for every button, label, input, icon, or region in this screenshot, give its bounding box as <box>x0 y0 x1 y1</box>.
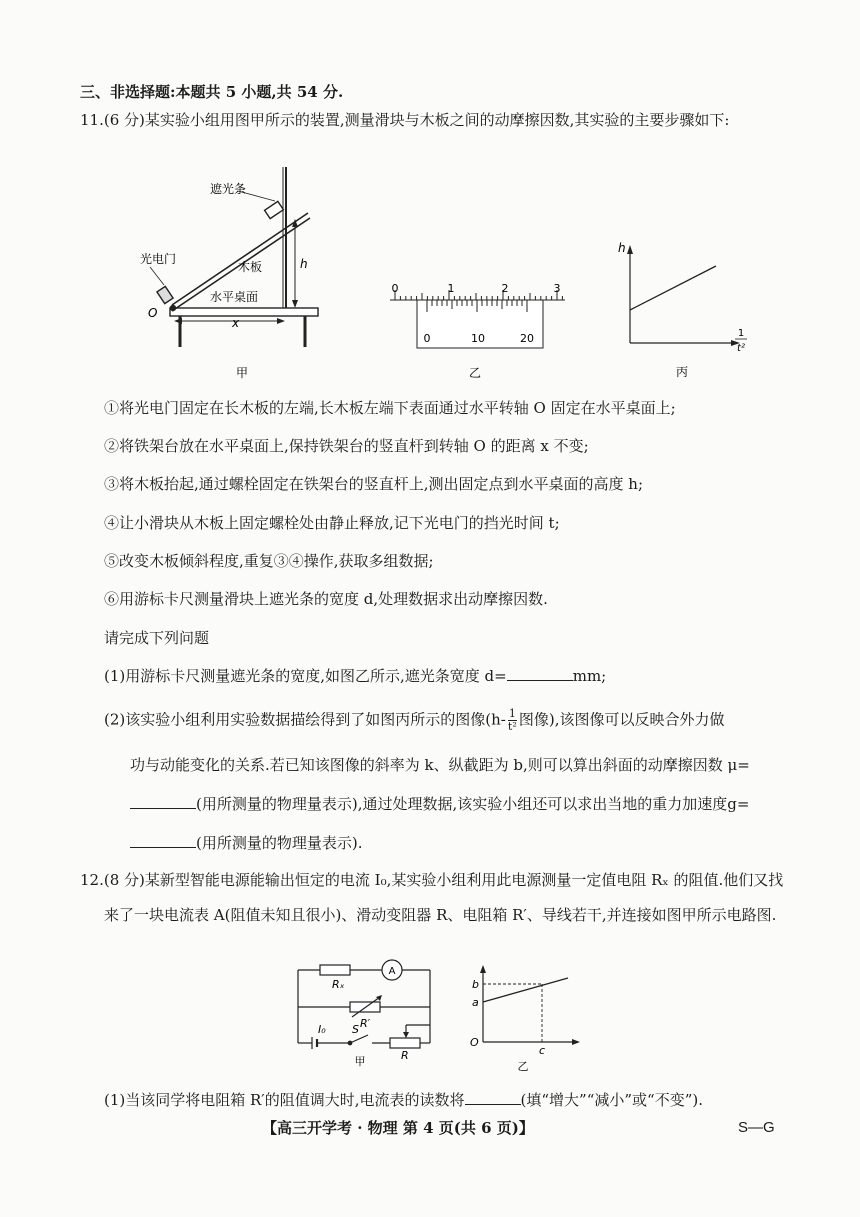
answer-blank-mu[interactable] <box>130 794 196 809</box>
caption-jia: 甲 <box>236 366 249 380</box>
label-table: 水平桌面 <box>210 290 259 304</box>
caption-bing: 丙 <box>675 365 689 379</box>
vernier-scale-0: 0 <box>423 332 431 345</box>
main-scale-2: 2 <box>501 282 509 295</box>
caption-yi: 乙 <box>468 366 482 380</box>
q12-sub1-text: (1)当该同学将电阻箱 R′的阻值调大时,电流表的读数将 <box>104 1091 465 1109</box>
label-b: b <box>472 978 479 991</box>
main-scale-3: 3 <box>553 282 561 295</box>
q12-line1-text: (8 分)某新型智能电源能输出恒定的电流 I₀,某实验小组利用此电源测量一定值电阻 Rₓ 的阻值.他们又找 <box>103 871 784 889</box>
q11-sub2-line4-text: (用所测量的物理量表示). <box>196 834 363 852</box>
label-photogate: 光电门 <box>140 252 177 266</box>
q11-sub1-unit: mm; <box>572 667 607 685</box>
q11-step-2: ②将铁架台放在水平桌面上,保持铁架台的竖直杆到转轴 O 的距离 x 不变; <box>104 437 589 455</box>
q11-number: 11. <box>80 111 104 129</box>
q11-sub2-line4 <box>130 833 362 853</box>
label-h: h <box>300 257 308 271</box>
q11-step-3: ③将木板抬起,通过螺栓固定在铁架台的竖直杆上,测出固定点到水平桌面的高度 h; <box>104 475 644 493</box>
q12-sub1 <box>104 1090 703 1110</box>
q12-sub1-options: (填“增大”“减小”或“不变”). <box>520 1091 703 1109</box>
q11-intro <box>80 110 729 130</box>
page-footer <box>0 1118 860 1142</box>
label-R: R <box>401 1049 409 1062</box>
answer-blank-ammeter[interactable] <box>465 1090 521 1105</box>
q11-sub2-line2: 功与动能变化的关系.若已知该图像的斜率为 k、纵截距为 b,则可以算出斜面的动摩擦因数 μ= <box>130 756 750 774</box>
caption-q12-graph: 乙 <box>517 1060 529 1073</box>
label-ammeter: A <box>388 966 396 977</box>
vernier-scale-20: 20 <box>520 332 534 345</box>
q11-step-4: ④让小滑块从木板上固定螺栓处由静止释放,记下光电门的挡光时间 t; <box>104 514 560 532</box>
q11-prompt: 请完成下列问题 <box>104 629 210 647</box>
graph-y-label: h <box>618 241 626 255</box>
section-title: 三、非选择题:本题共 5 小题,共 54 分. <box>80 83 344 101</box>
label-Rx: Rₓ <box>332 978 345 991</box>
label-board: 木板 <box>238 260 263 274</box>
q11-step-1: ①将光电门固定在长木板的左端,长木板左端下表面通过水平转轴 O 固定在水平桌面上; <box>104 399 676 417</box>
caption-circuit: 甲 <box>354 1055 366 1067</box>
graph-x-label-den: t² <box>737 343 745 354</box>
label-S: S <box>352 1023 359 1036</box>
q11-step-6: ⑥用游标卡尺测量滑块上遮光条的宽度 d,处理数据求出动摩擦因数. <box>104 590 548 608</box>
table-top <box>170 308 318 316</box>
figure-circuit <box>290 955 440 1067</box>
q11-sub2-text-b: 图像),该图像可以反映合外力做 <box>518 710 725 729</box>
main-scale-0: 0 <box>391 282 399 295</box>
fraction-den: t² <box>507 720 517 733</box>
q11-sub2-line3 <box>130 794 749 814</box>
label-x: x <box>232 316 240 330</box>
label-c: c <box>539 1044 546 1057</box>
q11-sub1 <box>104 666 606 686</box>
answer-blank-d[interactable] <box>507 666 573 681</box>
label-R-prime: R′ <box>360 1017 371 1030</box>
q12-number: 12. <box>80 871 104 889</box>
label-origin: O <box>470 1036 479 1049</box>
main-scale-1: 1 <box>447 282 455 295</box>
footer-text: 【高三开学考 · 物理 第 4 页(共 6 页)】 <box>262 1119 534 1137</box>
q12-line1 <box>80 870 783 890</box>
q11-sub2-line3-text: (用所测量的物理量表示),通过处理数据,该实验小组还可以求出当地的重力加速度g= <box>196 795 750 813</box>
answer-blank-g[interactable] <box>130 833 196 848</box>
label-O: O <box>148 306 158 320</box>
q11-intro-text: (6 分)某实验小组用图甲所示的装置,测量滑块与木板之间的动摩擦因数,其实验的主要步骤如下: <box>103 111 730 129</box>
footer-code: S—G <box>738 1119 775 1136</box>
q11-sub1-text: (1)用游标卡尺测量遮光条的宽度,如图乙所示,遮光条宽度 d= <box>104 667 507 685</box>
figure-bing-graph <box>612 238 762 380</box>
figure-yi-vernier <box>385 280 570 380</box>
figure-q12-graph <box>463 962 583 1074</box>
fraction-num: 1 <box>508 707 516 720</box>
fraction-1-over-t2 <box>508 708 517 733</box>
label-a: a <box>472 996 479 1009</box>
vernier-scale-10: 10 <box>471 332 485 345</box>
q11-step-5: ⑤改变木板倾斜程度,重复③④操作,获取多组数据; <box>104 552 434 570</box>
figure-jia-apparatus <box>140 155 330 380</box>
q12-line2: 来了一块电流表 A(阻值未知且很小)、滑动变阻器 R、电阻箱 R′、导线若干,并连接如图甲所示电路图. <box>104 906 777 924</box>
label-shading-strip: 遮光条 <box>210 182 247 196</box>
q11-sub2 <box>104 708 724 733</box>
q11-sub2-text-a: (2)该实验小组利用实验数据描绘得到了如图丙所示的图像(h- <box>104 710 506 729</box>
graph-x-label-num: 1 <box>737 328 745 339</box>
label-I0: I₀ <box>318 1023 326 1036</box>
